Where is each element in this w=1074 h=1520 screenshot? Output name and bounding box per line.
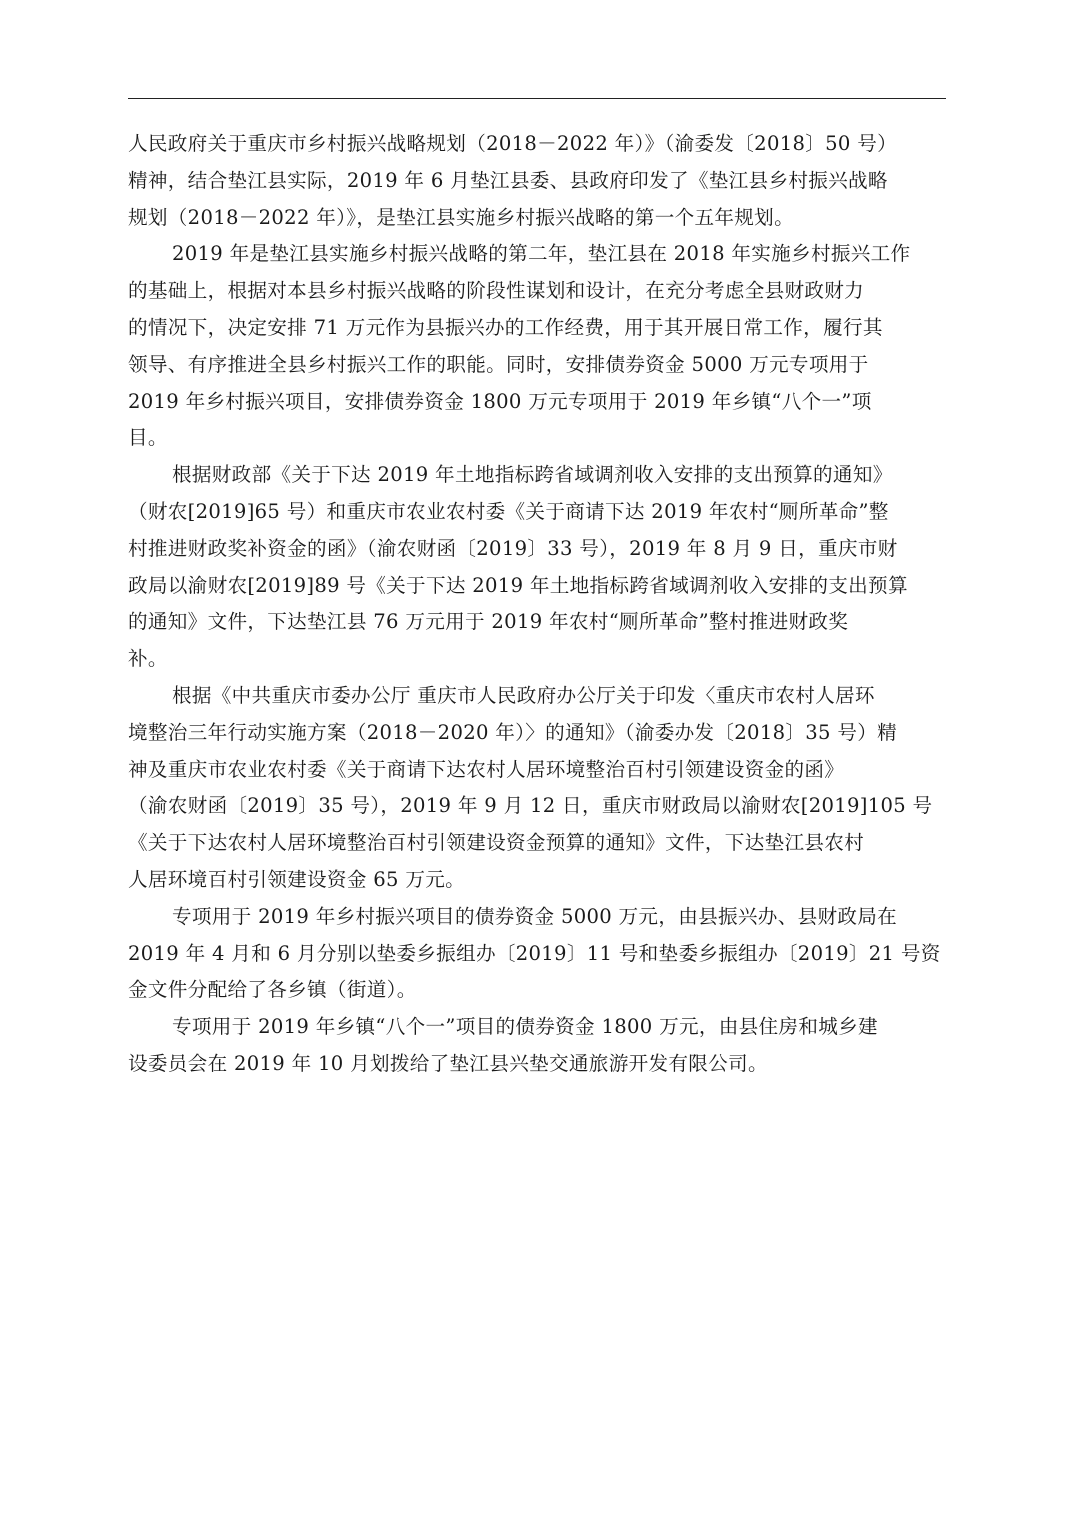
text-line: 专项用于 2019 年乡村振兴项目的债券资金 5000 万元，由县振兴办、县财政局在 [172,904,898,928]
text-line: 精神，结合垫江县实际，2019 年 6 月垫江县委、县政府印发了《垫江县乡村振兴战略 [128,168,888,192]
paragraph-2 [128,236,946,457]
paragraph-5 [128,899,946,1009]
text-line: 2019 年 4 月和 6 月分别以垫委乡振组办〔2019〕11 号和垫委乡振组办〔2019〕21 号资 [128,941,941,965]
header-rule [128,98,946,99]
text-line: 村推进财政奖补资金的函》（渝农财函〔2019〕33 号），2019 年 8 月 9 日，重庆市财 [128,536,898,560]
text-line: 补。 [128,647,168,671]
text-line: 《关于下达农村人居环境整治百村引领建设资金预算的通知》文件，下达垫江县农村 [128,831,865,855]
document-body [128,126,946,1083]
paragraph-3 [128,457,946,678]
text-line: 2019 年乡村振兴项目，安排债券资金 1800 万元专项用于 2019 年乡镇“八个一”项 [128,389,872,413]
text-line: 人居环境百村引领建设资金 65 万元。 [128,867,465,891]
text-line: 的基础上，根据对本县乡村振兴战略的阶段性谋划和设计，在充分考虑全县财政财力 [128,279,865,303]
text-line: 专项用于 2019 年乡镇“八个一”项目的债券资金 1800 万元，由县住房和城乡建 [172,1015,878,1039]
text-line: 根据财政部《关于下达 2019 年土地指标跨省域调剂收入安排的支出预算的通知》 [172,463,893,487]
text-line: 金文件分配给了各乡镇（街道）。 [128,978,417,1002]
text-line: 人民政府关于重庆市乡村振兴战略规划（2018－2022 年）》（渝委发〔2018〕50 号） [128,132,897,155]
text-line: 政局以渝财农[2019]89 号《关于下达 2019 年土地指标跨省域调剂收入安排的支出预算 [128,573,908,597]
text-line: 境整治三年行动实施方案（2018－2020 年）〉的通知》（渝委办发〔2018〕35 号）精 [128,720,897,744]
text-line: 设委员会在 2019 年 10 月划拨给了垫江县兴垫交通旅游开发有限公司。 [128,1051,768,1075]
text-line: 2019 年是垫江县实施乡村振兴战略的第二年，垫江县在 2018 年实施乡村振兴工作 [172,242,911,266]
text-line: 根据《中共重庆市委办公厅 重庆市人民政府办公厅关于印发〈重庆市农村人居环 [172,683,875,707]
text-line: （渝农财函〔2019〕35 号），2019 年 9 月 12 日，重庆市财政局以渝财农[2019]105 号 [128,794,933,818]
text-line: 的通知》文件，下达垫江县 76 万元用于 2019 年农村“厕所革命”整村推进财政奖 [128,610,849,634]
text-line: （财农[2019]65 号）和重庆市农业农村委《关于商请下达 2019 年农村“厕所革命”整 [128,499,889,523]
text-line: 神及重庆市农业农村委《关于商请下达农村人居环境整治百村引领建设资金的函》 [128,757,845,781]
paragraph-4 [128,678,946,899]
text-line: 领导、有序推进全县乡村振兴工作的职能。同时，安排债券资金 5000 万元专项用于 [128,352,869,376]
paragraph-1 [128,126,946,236]
text-line: 的情况下，决定安排 71 万元作为县振兴办的工作经费，用于其开展日常工作，履行其 [128,315,883,339]
text-line: 目。 [128,426,168,450]
paragraph-6 [128,1009,946,1083]
text-line: 规划（2018－2022 年）》，是垫江县实施乡村振兴战略的第一个五年规划。 [128,205,794,229]
